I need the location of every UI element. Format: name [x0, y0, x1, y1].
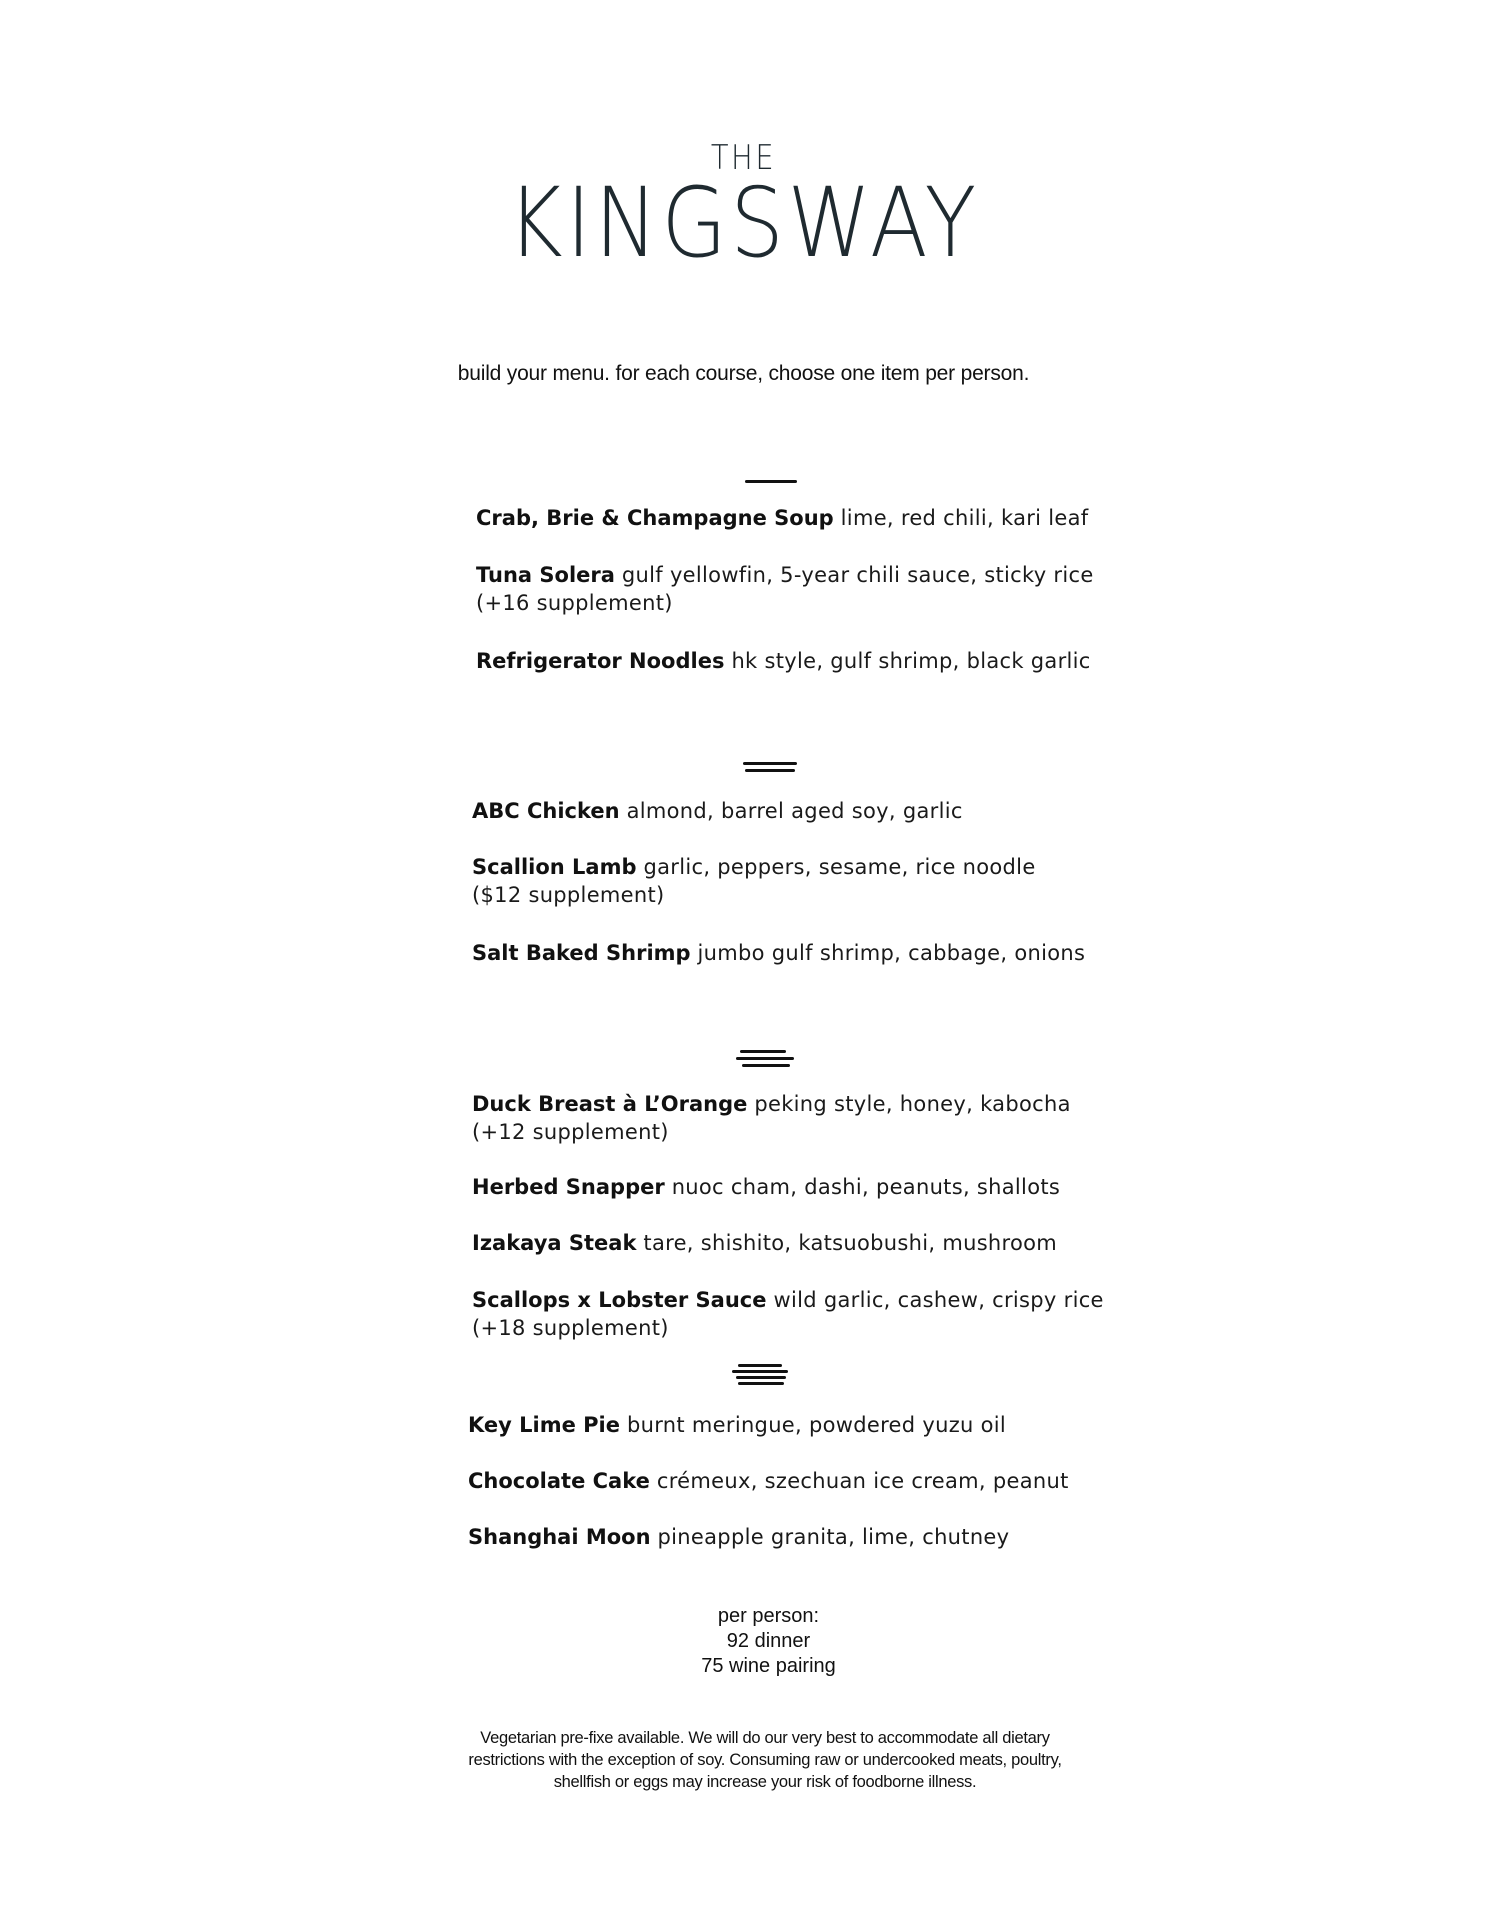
item-description: tare, shishito, katsuobushi, mushroom: [643, 1231, 1058, 1255]
menu-item: [472, 1173, 1060, 1201]
menu-item: [472, 1286, 1104, 1342]
item-description: hk style, gulf shrimp, black garlic: [731, 649, 1091, 673]
item-supplement: (+18 supplement): [472, 1316, 669, 1340]
item-name: Refrigerator Noodles: [476, 649, 725, 673]
menu-item: [472, 939, 1085, 967]
item-description: crémeux, szechuan ice cream, peanut: [656, 1469, 1069, 1493]
item-name: Tuna Solera: [476, 563, 615, 587]
item-description: gulf yellowfin, 5-year chili sauce, sticky rice: [621, 563, 1094, 587]
item-description: peking style, honey, kabocha: [754, 1092, 1071, 1116]
item-name: Shanghai Moon: [468, 1525, 651, 1549]
price-label: per person:: [717, 1605, 820, 1627]
item-description: almond, barrel aged soy, garlic: [626, 799, 963, 823]
menu-item: [468, 1523, 1009, 1551]
menu-item: [472, 853, 1036, 909]
menu-item: [468, 1467, 1069, 1495]
menu-item: [472, 1229, 1057, 1257]
item-description: jumbo gulf shrimp, cabbage, onions: [697, 941, 1086, 965]
item-description: pineapple granita, lime, chutney: [657, 1525, 1010, 1549]
menu-item: [476, 647, 1091, 675]
menu-item: [472, 797, 963, 825]
item-name: ABC Chicken: [472, 799, 620, 823]
item-supplement: ($12 supplement): [472, 883, 665, 907]
item-name: Salt Baked Shrimp: [472, 941, 691, 965]
item-description: burnt meringue, powdered yuzu oil: [626, 1413, 1007, 1437]
menu-item: [476, 504, 1089, 532]
menu-item: [472, 1090, 1071, 1146]
item-name: Izakaya Steak: [472, 1231, 637, 1255]
item-description: garlic, peppers, sesame, rice noodle: [643, 855, 1036, 879]
item-name: Crab, Brie & Champagne Soup: [476, 506, 834, 530]
price-wine-pairing: 75 wine pairing: [701, 1655, 836, 1677]
menu-item: [468, 1411, 1006, 1439]
menu-item: [476, 561, 1094, 617]
item-supplement: (+16 supplement): [476, 591, 673, 615]
item-name: Key Lime Pie: [468, 1413, 620, 1437]
item-name: Chocolate Cake: [468, 1469, 650, 1493]
menu-instructions: build your menu. for each course, choose one item per person.: [457, 362, 1030, 385]
item-supplement: (+12 supplement): [472, 1120, 669, 1144]
item-description: wild garlic, cashew, crispy rice: [773, 1288, 1104, 1312]
item-name: Duck Breast à L’Orange: [472, 1092, 748, 1116]
dietary-notice: Vegetarian pre-fixe available. We will do our very best to accommodate all dietary restrictions with the exception of soy. Consuming raw or undercooked meats, poultry, shellfish or eggs may increase your risk of foodborne illness.: [468, 1729, 1062, 1791]
item-name: Scallion Lamb: [472, 855, 637, 879]
price-dinner: 92 dinner: [726, 1630, 811, 1652]
logo-kingsway: KINGSWAY: [507, 167, 980, 279]
item-description: nuoc cham, dashi, peanuts, shallots: [671, 1175, 1061, 1199]
item-name: Herbed Snapper: [472, 1175, 665, 1199]
item-description: lime, red chili, kari leaf: [840, 506, 1089, 530]
item-name: Scallops x Lobster Sauce: [472, 1288, 767, 1312]
logo-the: THE: [710, 138, 777, 178]
